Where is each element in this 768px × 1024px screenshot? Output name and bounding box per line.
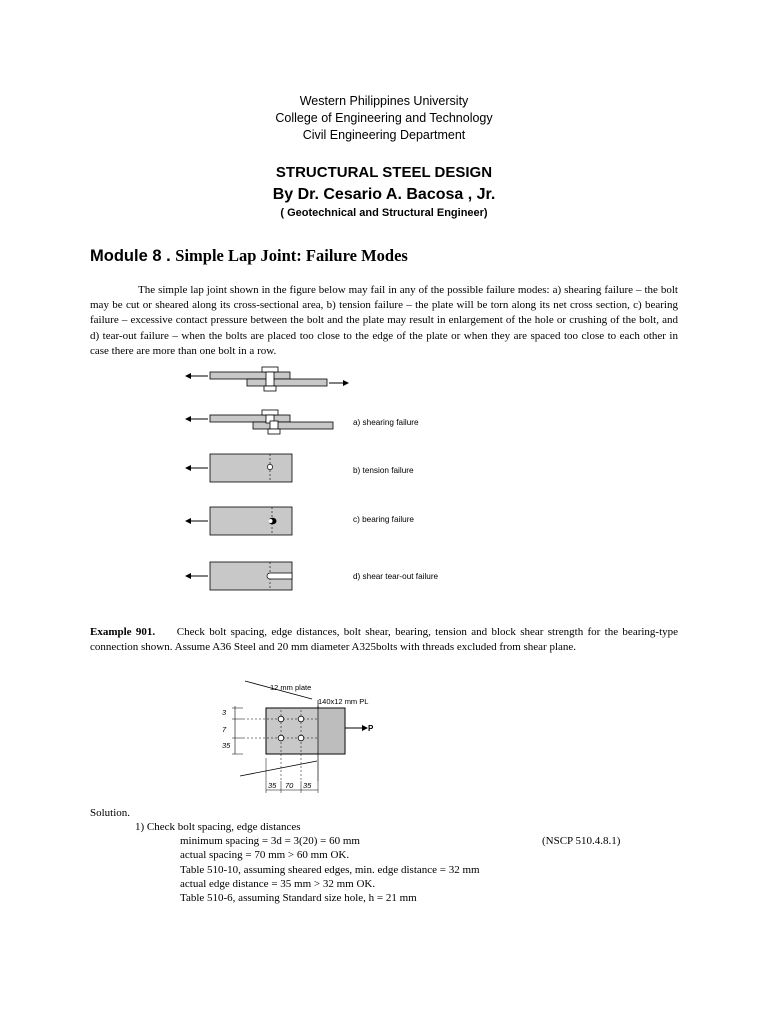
plate-label: 12 mm plate — [270, 683, 312, 692]
tear-out-failure-figure — [186, 562, 292, 590]
university-name: Western Philippines University — [299, 94, 469, 108]
label-shearing-failure: a) shearing failure — [353, 418, 419, 427]
force-label: P — [368, 724, 374, 733]
department-name: Civil Engineering Department — [302, 128, 466, 142]
solution-step-1: 1) Check bolt spacing, edge distances — [135, 821, 301, 833]
intro-paragraph: The simple lap joint shown in the figure below may fail in any of the possible failure modes: a) shearing failure – the bolt may be cut or sheared along its cross-sectional area, b) tension failure – the plate will be torn along its net cross section, c) bearing failure – excessive contact pressure between the bolt and the plate may result in enlargement of the hole or crushing of the bolt, and d) tear-out failure – when the bolts are placed too close to the edge of the plate or when they are spaced too close to each other in case there are more than one bolt in a row. — [90, 284, 678, 357]
module-colon: : — [296, 246, 306, 265]
author-role: ( Geotechnical and Structural Engineer) — [280, 207, 488, 219]
failure-modes-diagram — [180, 360, 380, 600]
dim-v-1: 3 — [222, 708, 227, 717]
example-paragraph — [90, 625, 678, 655]
solution-line-3: Table 510-10, assuming sheared edges, min. edge distance = 32 mm — [180, 864, 480, 876]
solution-line-5: Table 510-6, assuming Standard size hole, h = 21 mm — [180, 892, 417, 904]
solution-line-2: actual spacing = 70 mm > 60 mm OK. — [180, 849, 350, 861]
dim-h-3: 35 — [303, 781, 312, 790]
pl-label: 140x12 mm PL — [318, 697, 369, 706]
module-title-a: Simple Lap Joint — [175, 246, 297, 265]
author-name: By Dr. Cesario A. Bacosa , Jr. — [272, 186, 496, 203]
module-prefix: Module 8 . — [90, 247, 176, 265]
label-bearing-failure: c) bearing failure — [353, 515, 414, 524]
tension-failure-figure — [186, 454, 292, 482]
module-title — [90, 246, 408, 266]
label-tear-out-failure: d) shear tear-out failure — [353, 572, 439, 581]
solution-line-4: actual edge distance = 35 mm > 32 mm OK. — [180, 878, 376, 890]
example-text: Check bolt spacing, edge distances, bolt shear, bearing, tension and block shear strength for the bearing-type connection shown. Assume A36 Steel and 20 mm diameter A325bolts with threads excluded from shear plane. — [90, 626, 679, 654]
dim-h-2: 70 — [285, 781, 294, 790]
course-title: STRUCTURAL STEEL DESIGN — [275, 164, 493, 181]
solution-heading: Solution. — [90, 807, 131, 819]
dim-h-1: 35 — [268, 781, 277, 790]
lap-joint-figure — [186, 367, 348, 391]
dim-v-3: 35 — [222, 741, 231, 750]
college-name: College of Engineering and Technology — [275, 111, 493, 125]
bearing-failure-figure — [186, 507, 292, 535]
example-connection-figure — [215, 678, 390, 798]
label-tension-failure: b) tension failure — [353, 466, 414, 475]
module-title-b: Failure Modes — [305, 246, 408, 265]
dim-v-2: 7 — [222, 725, 227, 734]
solution-line-1: minimum spacing = 3d = 3(20) = 60 mm — [180, 835, 360, 847]
shearing-failure-figure — [186, 410, 333, 434]
example-label: Example 901. — [90, 626, 156, 638]
code-reference: (NSCP 510.4.8.1) — [542, 835, 621, 847]
